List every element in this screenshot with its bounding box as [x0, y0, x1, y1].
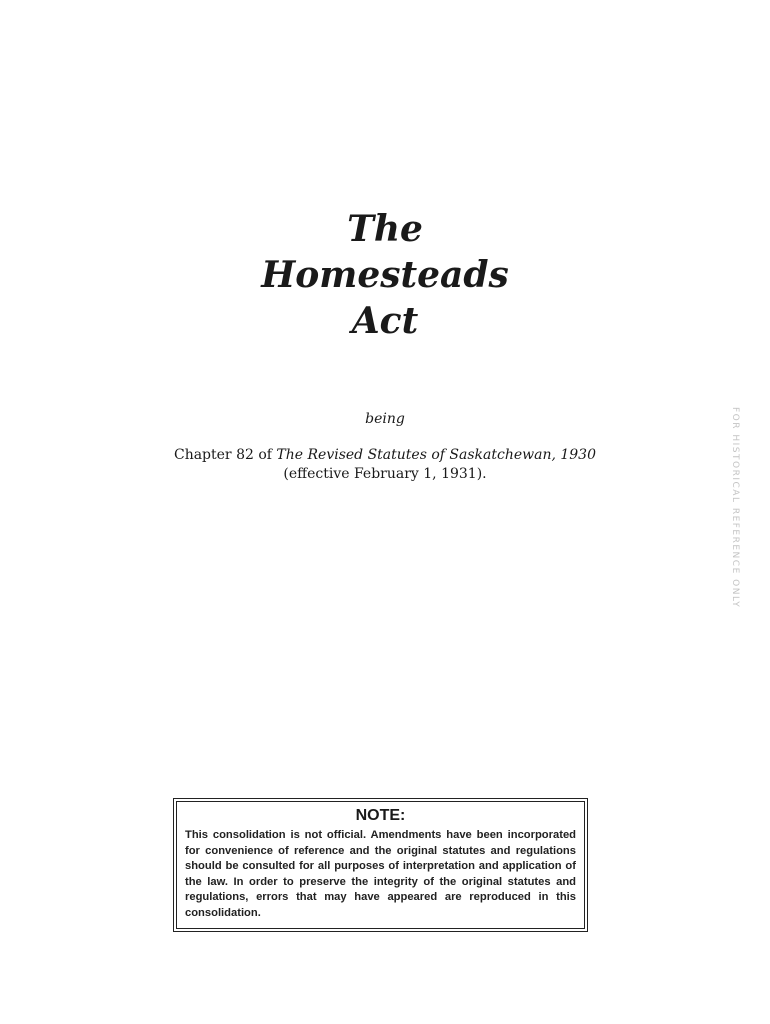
- note-title: NOTE:: [355, 807, 406, 824]
- title-line-act: Act: [351, 300, 419, 342]
- chapter-prefix: Chapter 82 of: [173, 447, 277, 463]
- note-box: [173, 798, 588, 932]
- chapter-line: [0, 446, 770, 465]
- note-text: This consolidation is not official. Amendments have been incorporated for convenience of reference and the original statutes and regulations should be consulted for all purposes of interpretation and application of the law. In order to preserve the integrity of the original statutes and regulations, errors that may have appeared are reproduced in this consolidation.: [185, 829, 576, 919]
- note-inner-frame: [176, 801, 585, 929]
- document-title: [0, 206, 770, 344]
- title-line-the: The: [347, 208, 423, 250]
- effective-date: (effective February 1, 1931).: [283, 466, 487, 482]
- statute-name: The Revised Statutes of Saskatchewan, 1930: [276, 447, 596, 463]
- chapter-citation: [0, 446, 770, 484]
- historical-watermark: FOR HISTORICAL REFERENCE ONLY: [730, 407, 740, 609]
- being-text: being: [365, 411, 405, 427]
- title-line-homesteads: Homesteads: [261, 254, 509, 296]
